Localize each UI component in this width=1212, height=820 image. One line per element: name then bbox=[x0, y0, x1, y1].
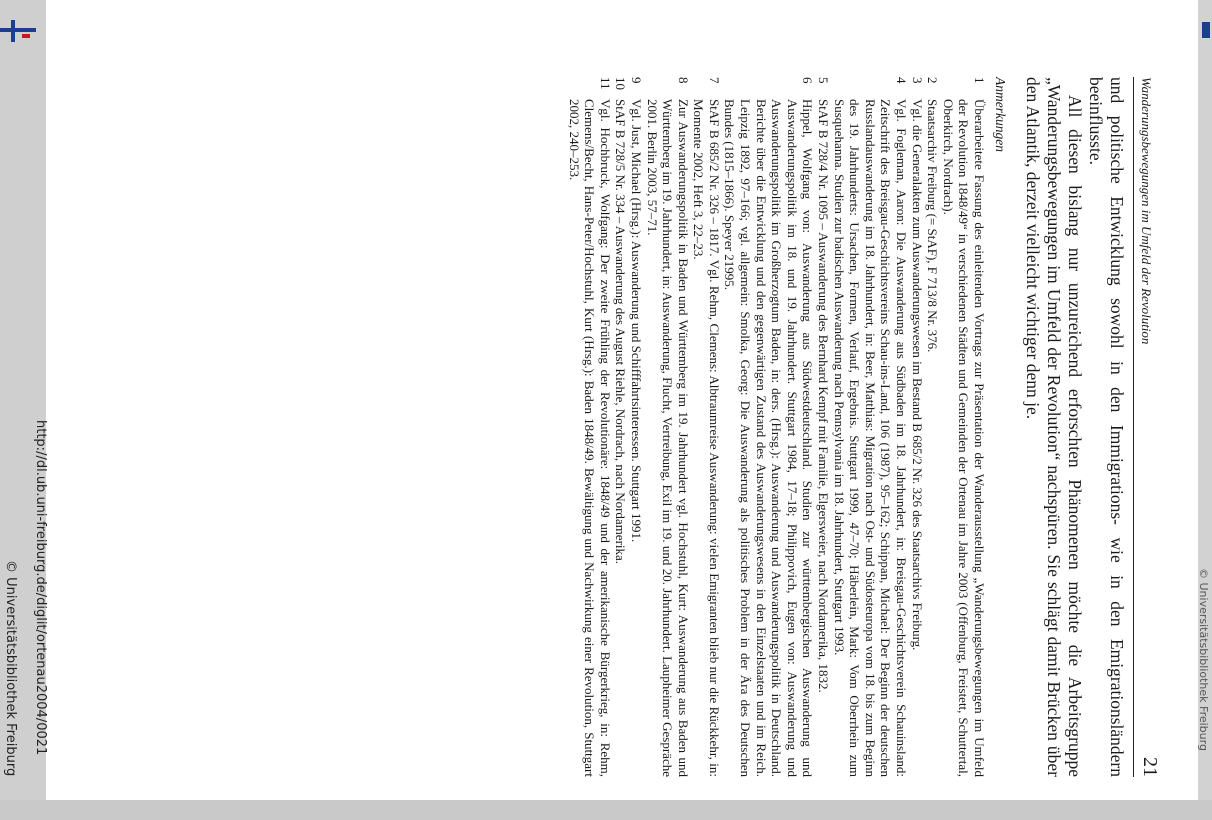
permalink-url[interactable]: http://dl.ub.uni-freiburg.de/diglit/ortenau2004/0021 bbox=[33, 420, 48, 756]
page-content bbox=[566, 77, 1161, 777]
footnote bbox=[613, 77, 629, 777]
body-text bbox=[1022, 77, 1127, 777]
footnote bbox=[644, 77, 691, 777]
right-copyright-notice: © Universitätsbibliothek Freiburg bbox=[1197, 568, 1210, 751]
footnote-number: 11 bbox=[597, 77, 613, 90]
footnote-number: 3 bbox=[909, 77, 925, 84]
university-logo-icon bbox=[0, 20, 36, 50]
footnote-number: 10 bbox=[613, 77, 629, 90]
footnote-text: Hippel, Wolfgang von: Auswanderung aus Südwestdeutschland. Studien zur württembergischen Auswanderung und Auswanderungspolitik im 18. und 19. Jahrhundert. Stuttgart 1984, 17–18; Philippovich, Eugen von: Auswanderung und Auswanderungspolitik im Großherzogtum Baden, in: ders. (Hrsg.): Auswanderung und Auswanderungspolitik in Deutschland. Berichte über die Entwicklung und den gegenwärtigen Zustand des Auswanderungswesens in den Einzelstaaten und im Reich. Leipzig 1892, 97–166; vgl. allgemein: Smolka, Georg: Die Auswanderung als politisches Problem in der Ära des Deutschen Bundes (1815–1866). Speyer 21995. bbox=[722, 99, 816, 777]
paragraph: All diesen bislang nur unzureichend erforschten Phänomenen möchte die Arbeitsgruppe „Wanderungsbewegungen im Umfeld der Revolution“ nachspüren. Sie schlägt damit Brücken über den Atlantik, derzeit vielleicht wichtiger denn je. bbox=[1023, 77, 1085, 777]
footnote-number: 5 bbox=[816, 77, 832, 84]
footnote bbox=[925, 77, 941, 777]
footnote-number: 9 bbox=[628, 77, 644, 84]
footnote-number: 7 bbox=[706, 77, 722, 84]
footnote-text: Vgl. die Generalakten zum Auswanderungswesen im Bestand B 685/2 Nr. 326 des Staatsarchivs Freiburg. bbox=[909, 99, 925, 651]
footnote-number: 2 bbox=[925, 77, 941, 84]
footnote-text: Überarbeitete Fassung des einleitenden Vortrags zur Präsentation der Wanderausstellung „Wanderungsbewegungen im Umfeld der Revolution 1848/49“ in verschiedenen Städten und Gemeinden der Ortenau im Jahre 2003 (Offenburg, Freistett, Schuttertal, Oberkirch, Nordrach). bbox=[940, 99, 987, 777]
footnote bbox=[909, 77, 925, 777]
footnote-text: StAF B 728/5 Nr. 334 – Auswanderung des August Riehle, Nordrach, nach Nordamerika. bbox=[613, 99, 629, 565]
scanned-page bbox=[46, 0, 1198, 800]
footnote-number: 8 bbox=[675, 77, 691, 84]
footnote bbox=[566, 77, 613, 777]
notes-heading: Anmerkungen bbox=[993, 77, 1008, 152]
footnotes-list bbox=[566, 77, 987, 777]
footnote-number: 4 bbox=[894, 77, 910, 84]
footnote-text: Zur Auswanderungspolitik in Baden und Württemberg im 19. Jahrhundert vgl. Hochstuhl, Kurt: Auswanderung aus Baden und Württemberg im 19. Jahrhundert, in: Auswanderung, Flucht, Vertreibung, Exil im 19. und 20. Jahrhundert. Laupheimer Gespräche 2001. Berlin 2003, 57–71. bbox=[644, 99, 691, 777]
running-head: Wanderungsbewegungen im Umfeld der Revolution bbox=[1139, 77, 1154, 345]
footnote-text: Staatsarchiv Freiburg (= StAF), F 713/8 Nr. 376. bbox=[925, 99, 941, 353]
footnote bbox=[815, 77, 831, 777]
copyright-notice: © Universitätsbibliothek Freiburg bbox=[3, 560, 18, 777]
footnote bbox=[940, 77, 987, 777]
footnote bbox=[691, 77, 722, 777]
page-header bbox=[1133, 77, 1161, 777]
footnote bbox=[722, 77, 816, 777]
page-number: 21 bbox=[1139, 757, 1161, 777]
rotated-page-content bbox=[46, 0, 1198, 800]
footnote-text: Vgl. Just, Michael (Hrsg.): Auswanderung und Schifffahrtsinteressen. Stuttgart 1991. bbox=[628, 99, 644, 543]
footnote-number: 6 bbox=[800, 77, 816, 84]
paragraph: und politische Entwicklung sowohl in den Immigrations- wie in den Emigrationsländern beeinflusste. bbox=[1086, 77, 1127, 777]
footnote-text: Vgl. Hochbruck, Wolfgang: Der zweite Frühling der Revolutionäre: 1848/49 und der amerikanische Bürgerkrieg, in: Rehm, Clemens/Becht, Hans-Peter/Hochstuhl, Kurt (Hrsg.): Baden 1848/49. Bewältigung und Nachwirkung einer Revolution, Stuttgart 2002, 240–253. bbox=[566, 99, 613, 777]
footnote-text: Vgl. Fogleman, Aaron: Die Auswanderung aus Südbaden im 18. Jahrhundert, in: Breisgau-Geschichtsverein Schauinsland: Zeitschrift des Breisgau-Geschichtsvereins Schau-ins-Land, 106 (1987), 95–162; Schippan, Michael: Der Beginn der deutschen Russlandauswanderung im 18. Jahrhundert, in: Beer, Matthias: Migration nach Ost- und Südosteuropa vom 18. bis zum Beginn des 19. Jahrhunderts: Ursachen, Formen, Verlauf, Ergebnis. Stuttgart 1999, 47–70; Häberlein, Mark: Vom Oberrhein zum Susquehanna. Studien zur badischen Auswanderung nach Pennsylvania im 18. Jahrhundert, Stuttgart 1993. bbox=[831, 99, 910, 777]
footnote-number: 1 bbox=[972, 77, 987, 84]
footnote bbox=[628, 77, 644, 777]
viewer-marker-icon bbox=[1202, 22, 1210, 38]
footnote bbox=[831, 77, 909, 777]
footnote-text: StAF B 728/4 Nr. 1095 – Auswanderung des Bernhard Kempf mit Familie, Elgersweier, nach Nordamerika, 1832. bbox=[816, 99, 832, 693]
footnote-text: StAF B 685/2 Nr. 326 – 1817. Vgl. Rehm, Clemens: Albtraumreise Auswanderung: vielen Emigranten blieb nur die Rückkehr, in: Momente 2002, Heft 3, 22–23. bbox=[691, 99, 722, 777]
